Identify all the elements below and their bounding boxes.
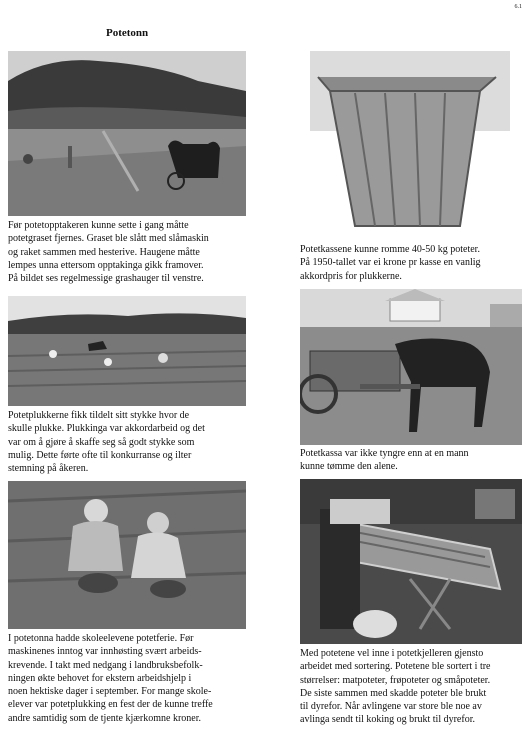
caption-sorting: Med potetene vel inne i potetkjelleren gjensto arbeidet med sortering. Potetene ble sortert i tre størrelser: matpoteter, frøpoteter og småpoteter. De siste sammen med skadde poteter ble brukt til dyrefor. Når avlingene var store ble noe av avlinga sendt til koking og brukt til dyrefor. [300,648,491,726]
caption-picker-plots: Potetplukkerne fikk tildelt sitt stykke hvor de skulle plukke. Plukkinga var akkordarbeid og det var om å gjøre å skaffe seg så godt stykke som mulig. Dette førte ofte til konkurranse og ilter stemning på åkeren. [8,410,205,475]
caption-potato-holiday: I potetonna hadde skoleelevene potetferie. Før maskinenes inntog var innhøsting svært arbeids- krevende. I takt med nedgang i landbruksbefolk- ningen økte behovet for ekstern arbeidshjelp i noen hektiske dager i september. For mange skole- elever var potetplukking en fest der de kunne treffe andre samtidig som de tjente kjærkomne kroner. [8,633,213,724]
photo-potato-pickers [8,296,246,406]
photo-horse-potato-digger [8,51,246,216]
caption-crate-emptying: Potetkassa var ikke tyngre enn at en mann kunne tømme den alene. [300,448,469,473]
page-number: 6.1 [514,4,522,10]
photo-children-picking [8,481,246,629]
photo-horse-cart [300,289,522,445]
page-title: Potetonn [106,27,149,39]
photo-sorting-machine [300,479,522,644]
photo-potato-crate [300,51,522,241]
caption-grass-removal: Før potetopptakeren kunne sette i gang måtte potetgraset fjernes. Graset ble slått med slåmaskin og raket sammen med hesterive. Haugene måtte lempes unna ettersom opptakinga gikk framover. På bildet ses regelmessige grashauger til venstre. [8,220,209,285]
caption-crate-capacity: Potetkassene kunne romme 40-50 kg poteter. På 1950-tallet var ei krone pr kasse en vanlig akkordpris for plukkerne. [300,244,481,282]
